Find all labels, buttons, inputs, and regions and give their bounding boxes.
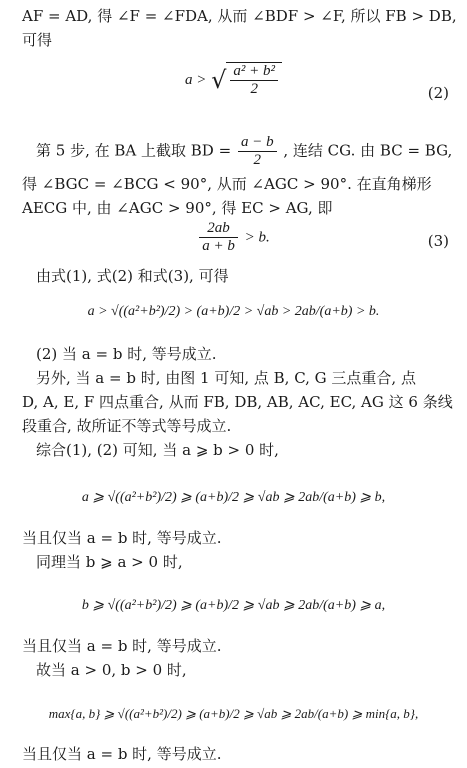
text-line-3 — [36, 134, 453, 169]
text-line-5: AECG 中, 由 ∠AGC > 90°, 得 EC > AG, 即 — [22, 199, 333, 217]
text-line-12: 当且仅当 a = b 时, 等号成立. — [22, 529, 222, 547]
text-line-7: (2) 当 a = b 时, 等号成立. — [36, 345, 217, 363]
text-line-3b: , 连结 CG. 由 BC = BG, — [283, 141, 453, 160]
l3-frac-den: 2 — [253, 152, 262, 168]
inequality-chain-3: b ⩾ √((a²+b²)/2) ⩾ (a+b)/2 ⩾ √ab ⩾ 2ab/(a+b) ⩾ a, — [81, 598, 386, 613]
text-line-8: 另外, 当 a = b 时, 由图 1 可知, 点 B, C, G 三点重合, 点 — [36, 369, 416, 387]
text-line-11: 综合(1), (2) 可知, 当 a ⩾ b > 0 时, — [36, 441, 279, 459]
eq3-frac-num: 2ab — [199, 220, 238, 238]
equation-number-2: (2) — [427, 84, 449, 102]
text-line-2: 可得 — [22, 31, 53, 49]
text-line-4: 得 ∠BGC = ∠BCG < 90°, 从而 ∠AGC > 90°. 在直角梯形 — [22, 175, 432, 193]
text-line-13: 同理当 b ⩾ a > 0 时, — [36, 553, 183, 571]
eq3-frac-den: a + b — [202, 238, 235, 254]
eq3-right: > b. — [244, 229, 270, 246]
equation-2 — [0, 62, 467, 98]
text-line-16: 当且仅当 a = b 时, 等号成立. — [22, 745, 222, 763]
text-line-1: AF = AD, 得 ∠F = ∠FDA, 从而 ∠BDF > ∠F, 所以 FB > DB, — [22, 7, 457, 25]
equation-number-3: (3) — [427, 232, 449, 250]
inequality-chain-2: a ⩾ √((a²+b²)/2) ⩾ (a+b)/2 ⩾ √ab ⩾ 2ab/(a+b) ⩾ b, — [81, 490, 386, 505]
text-line-3a: 第 5 步, 在 BA 上截取 BD = — [36, 141, 232, 160]
text-line-9: D, A, E, F 四点重合, 从而 FB, DB, AB, AC, EC, AG 这 6 条线 — [22, 393, 453, 411]
eq2-frac-den: 2 — [250, 81, 258, 97]
eq2-frac-num: a² + b² — [230, 63, 278, 81]
inequality-chain-1: a > √((a²+b²)/2) > (a+b)/2 > √ab > 2ab/(a+b) > b. — [87, 304, 380, 319]
eq2-left: a > — [184, 72, 207, 88]
text-line-6: 由式(1), 式(2) 和式(3), 可得 — [36, 267, 229, 285]
text-line-15: 故当 a > 0, b > 0 时, — [36, 661, 187, 679]
equation-3 — [0, 220, 467, 255]
l3-frac-num: a − b — [238, 134, 277, 152]
text-line-10: 段重合, 故所证不等式等号成立. — [22, 417, 232, 435]
inequality-chain-4: max{a, b} ⩾ √((a²+b²)/2) ⩾ (a+b)/2 ⩾ √ab ⩾ 2ab/(a+b) ⩾ min{a, b}, — [48, 706, 419, 721]
sqrt-symbol: √ $\frac{\text{a² + b²}}{2}$ — [211, 62, 282, 98]
text-line-14: 当且仅当 a = b 时, 等号成立. — [22, 637, 222, 655]
